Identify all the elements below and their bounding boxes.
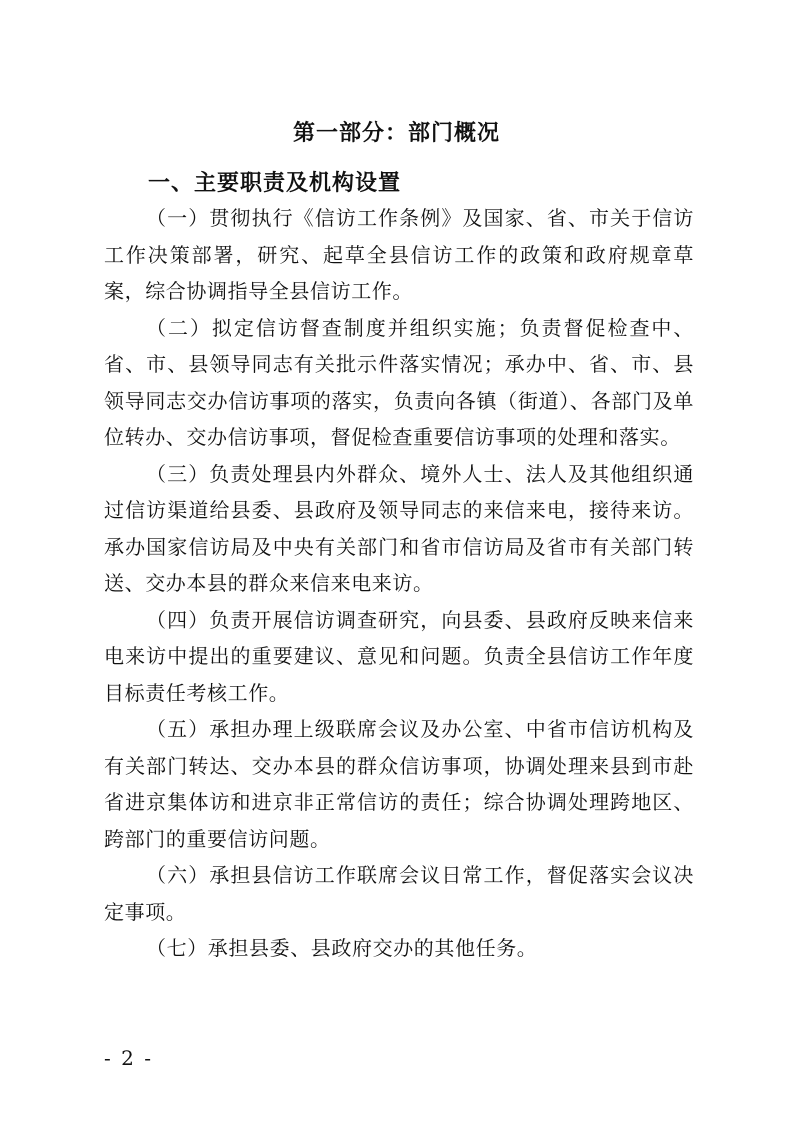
duty-paragraph-4: （四）负责开展信访调查研究，向县委、县政府反映来信来电来访中提出的重要建议、意见和问题。负责全县信访工作年度目标责任考核工作。 <box>104 607 694 705</box>
section-heading: 一、主要职责及机构设置 <box>148 171 402 196</box>
duty-paragraph-7: （七）承担县委、县政府交办的其他任务。 <box>146 936 538 960</box>
duty-paragraph-3: （三）负责处理县内外群众、境外人士、法人及其他组织通过信访渠道给县委、县政府及领导同志的来信来电，接待来访。承办国家信访局及中央有关部门和省市信访局及省市有关部门转送、交办本县的群众来信来电来访。 <box>104 461 694 595</box>
duty-paragraph-2: （二）拟定信访督查制度并组织实施；负责督促检查中、省、市、县领导同志有关批示件落实情况；承办中、省、市、县领导同志交办信访事项的落实，负责向各镇（街道）、各部门及单位转办、交办信访事项，督促检查重要信访事项的处理和落实。 <box>104 315 694 449</box>
duty-paragraph-5: （五）承担办理上级联席会议及办公室、中省市信访机构及有关部门转达、交办本县的群众信访事项，协调处理来县到市赴省进京集体访和进京非正常信访的责任；综合协调处理跨地区、跨部门的重要信访问题。 <box>104 717 694 851</box>
duty-paragraph-6: （六）承担县信访工作联席会议日常工作，督促落实会议决定事项。 <box>104 863 694 924</box>
page-number: - 2 - <box>104 1046 153 1070</box>
document-body <box>104 200 694 967</box>
part-title: 第一部分：部门概况 <box>292 121 500 146</box>
duty-paragraph-1: （一）贯彻执行《信访工作条例》及国家、省、市关于信访工作决策部署，研究、起草全县信访工作的政策和政府规章草案，综合协调指导全县信访工作。 <box>104 206 694 303</box>
